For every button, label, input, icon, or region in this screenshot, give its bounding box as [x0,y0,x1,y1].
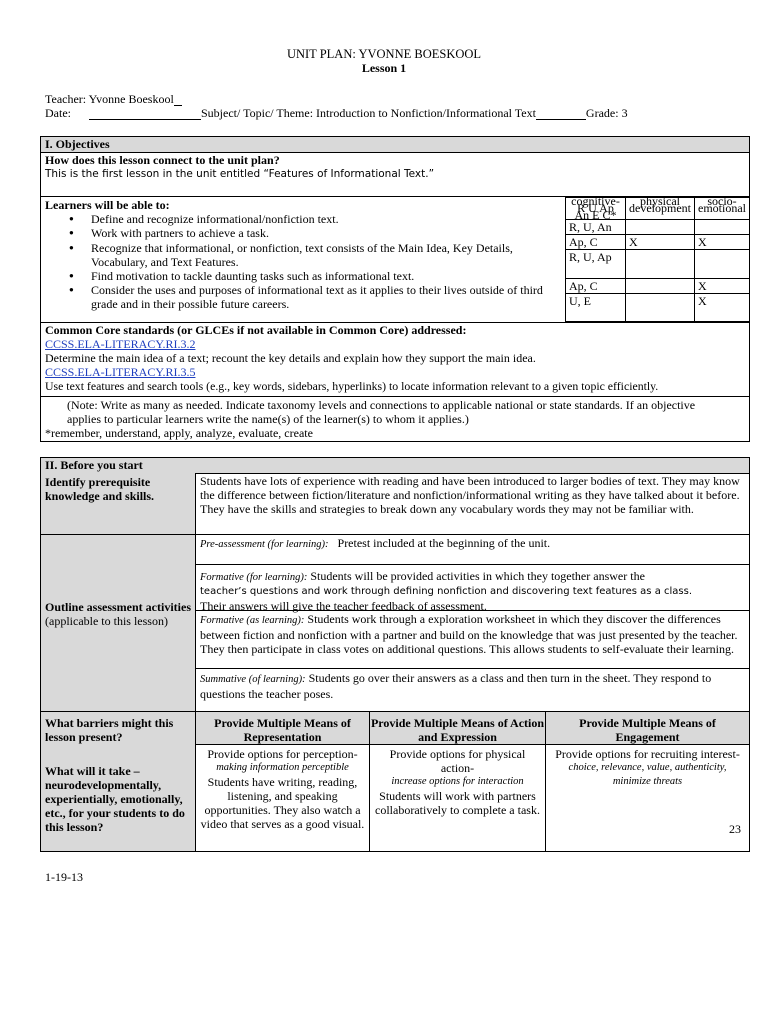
formative-as-cell [196,611,749,669]
formative-for-text-b: teacher’s questions and work through defining nonfiction and discovering text features as a class. [200,586,693,597]
pre-assessment-cell [196,535,749,565]
formative-as-label: Formative (as learning): [200,615,305,626]
udl-header-action: Provide Multiple Means of Action and Expression [370,712,546,745]
formative-for-cell [196,565,749,611]
prereq-text-cell [196,473,749,535]
tax-cog: U, E [566,294,626,322]
assessment-sublabel: (applicable to this lesson) [45,614,168,628]
learners-label: Learners will be able to: [45,198,170,212]
pre-assessment-label: Pre-assessment (for learning): [200,539,329,550]
objective-item: ● Find motivation to tackle daunting tasks such as informational text. [45,269,565,283]
summative-label: Summative (of learning): [200,674,306,685]
objective-item: ● Work with partners to achieve a task. [45,226,565,240]
pre-assessment-text: Pretest included at the beginning of the unit. [337,536,551,550]
formative-as-text: Students work through a exploration worksheet in which they discover the differences between fiction and nonfiction with a partner and build on the knowledge that was just presented by the teacher. They then participate in class votes on additional questions. This allows students to self-evaluate their learning. [200,612,738,656]
connect-answer: This is the first lesson in the unit entitled “Features of Informational Text.” [45,168,435,180]
teacher-label: Teacher: Yvonne Boeskool [45,92,174,106]
objective-item: ● Consider the uses and purposes of informational text as it applies to their lives outside of third grade and in their possible future careers. [45,283,565,311]
document-title: UNIT PLAN: YVONNE BOESKOOL [286,47,482,61]
before-section [40,457,750,852]
udl2-heading: Provide options for physical action- [389,747,526,775]
udl-header-representation: Provide Multiple Means of Representation [196,712,370,745]
standards-block [41,322,749,393]
prereq-label: Identify prerequisite knowledge and skills. [45,475,155,503]
formative-for-text-c: Their answers will give the teacher feedback of assessment. [200,599,487,613]
formative-for-text-a: Students will be provided activities in which they together answer the [310,569,645,583]
standard-link-ri35[interactable]: CCSS.ELA-LITERACY.RI.3.5 [45,365,196,379]
standard-link-ri32[interactable]: CCSS.ELA-LITERACY.RI.3.2 [45,337,196,351]
tax-phys [626,279,695,294]
objective-item: ● Define and recognize informational/nonfiction text. [45,212,565,226]
grade-label: Grade: 3 [585,106,628,120]
udl3-heading: Provide options for recruiting interest- [555,747,740,761]
objectives-list [45,212,565,311]
footer-date: 1-19-13 [45,870,83,884]
footnote: *remember, understand, apply, analyze, evaluate, create [45,426,313,440]
udl1-body: Students have writing, reading, listening, and speaking opportunities. They also watch a video that serves as a good visual. [200,775,365,831]
udl3-italic: choice, relevance, value, authenticity, minimize threats [568,762,727,787]
objectives-section [40,136,750,442]
col-socio: socio-emotional [695,198,750,220]
tax-socio: X [695,279,750,294]
learners-block [45,198,565,311]
prereq-label-cell [41,473,196,535]
what-it-takes-question: What will it take – neurodevelopmentally, experientially, emotionally, etc., for your students to do this lesson? [45,764,185,834]
tax-socio [695,220,750,235]
barriers-label-cell [41,712,196,851]
summative-text: Students go over their answers as a class and then turn in the sheet. They respond to questions the teacher poses. [200,671,712,701]
col-physical: physical development [626,198,695,220]
tax-cog: R, U, Ap [566,250,626,279]
barriers-question: What barriers might this lesson present? [45,716,174,744]
objectives-header: I. Objectives [41,137,749,153]
tax-cog: Ap, C [566,279,626,294]
udl1-italic: making information perceptible [216,762,349,773]
prereq-text: Students have lots of experience with reading and have been introduced to larger bodies of text. They may know the difference between fiction/literature and nonfiction/informational writing as they have talked about it before. They have the skills and strategies to break down any vocabulary words they may not be familiar with. [200,474,740,516]
page-number: 23 [729,822,741,836]
standards-label: Common Core standards (or GLCEs if not available in Common Core) addressed: [45,323,467,337]
tax-phys: X [626,235,695,250]
assessment-label: Outline assessment activities [45,600,191,614]
note-lead: (Note [67,398,95,412]
date-label: Date: [45,106,71,120]
tax-socio: X [695,235,750,250]
assessment-label-cell [41,535,196,712]
tax-cog: R, U, An [566,220,626,235]
udl-header-engagement: Provide Multiple Means of Engagement [546,712,749,745]
before-header: II. Before you start [41,458,749,474]
standard-text-ri35: Use text features and search tools (e.g., key words, sidebars, hyperlinks) to locate information relevant to a given topic efficiently. [45,379,659,393]
udl1-heading: Provide options for perception- [207,747,358,761]
udl2-italic: increase options for interaction [391,776,524,787]
formative-for-label: Formative (for learning): [200,572,308,583]
tax-phys [626,250,695,279]
connect-question: How does this lesson connect to the unit plan? [45,153,280,167]
udl2-body: Students will work with partners collaboratively to complete a task. [375,789,540,817]
date-line [45,106,628,120]
note-block [41,396,749,440]
udl-action-cell [370,745,546,851]
col-cognitive: cognitive- R U Ap An E C* [566,198,626,220]
taxonomy-table [565,194,750,322]
tax-socio [695,250,750,279]
note-text [45,398,745,426]
objective-item: ● Recognize that informational, or nonfiction, text consists of the Main Idea, Key Details, Vocabulary, and Text Features. [45,241,565,269]
teacher-line [45,92,182,106]
note-body: : Write as many as needed. Indicate taxonomy levels and connections to applicable national or state standards. If an objective applies to particular learners write the name(s) of the learner(s) to whom it applies.) [67,398,696,426]
standard-text-ri32: Determine the main idea of a text; recount the key details and explain how they support the main idea. [45,351,536,365]
tax-socio: X [695,294,750,322]
unit-connection-block [41,153,749,197]
tax-cog: Ap, C [566,235,626,250]
lesson-number: Lesson 1 [361,61,407,75]
subject-label: Subject/ Topic/ Theme: Introduction to Nonfiction/Informational Text [201,106,536,120]
udl-representation-cell [196,745,370,851]
tax-phys [626,294,695,322]
tax-phys [626,220,695,235]
summative-cell [196,669,749,712]
